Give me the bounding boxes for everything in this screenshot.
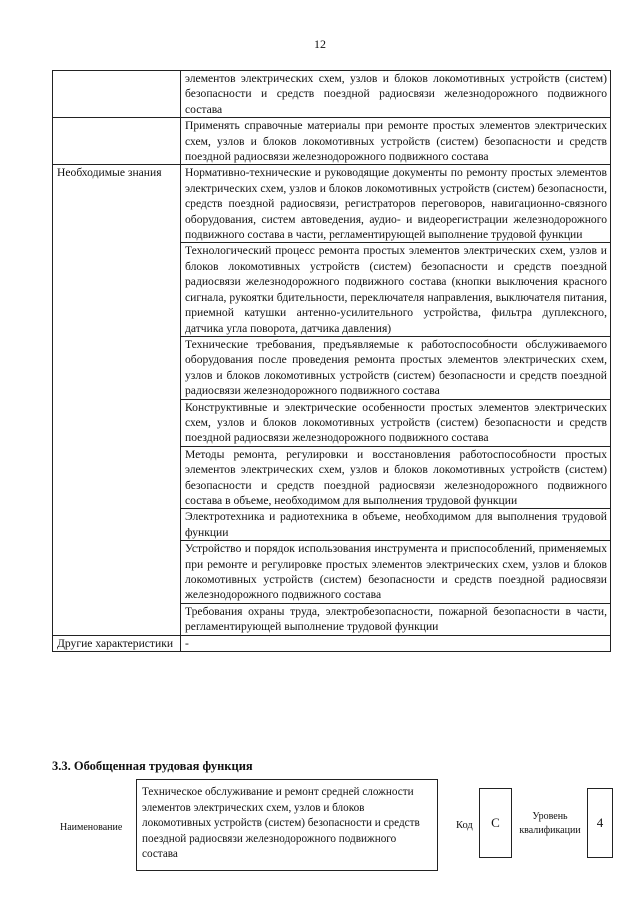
qualification-level-value: 4 — [596, 815, 604, 830]
name-value-box: Техническое обслуживание и ремонт средней сложности элементов электрических схем, узлов и блоков локомотивных устройств (систем) безопасности и средств поездной радиосвязи железнодорожного подвижного состава — [136, 779, 438, 871]
knowledge-label: Необходимые знания — [53, 165, 181, 635]
table-cell: элементов электрических схем, узлов и блоков локомотивных устройств (систем) безопасности и средств поездной радиосвязи железнодорожного подвижного состава — [181, 71, 611, 118]
table-cell: Конструктивные и электрические особенности простых элементов электрических схем, узлов и блоков локомотивных устройств (систем) безопасности и средств поездной радиосвязи железнодорожного подвижного состава — [181, 399, 611, 446]
code-value: С — [491, 815, 500, 830]
other-characteristics-value: - — [181, 635, 611, 651]
table-cell: Электротехника и радиотехника в объеме, необходимом для выполнения трудовой функции — [181, 509, 611, 541]
code-label: Код — [456, 820, 473, 831]
table-cell: Технические требования, предъявляемые к работоспособности обслуживаемого оборудования после проведения ремонта простых элементов электрических схем, узлов и блоков локомотивных устройств (систем) безопасности и средств поездной радиосвязи железнодорожного подвижного состава — [181, 336, 611, 399]
empty-label-cell — [53, 71, 181, 118]
page-number: 12 — [314, 37, 326, 51]
table-cell: Методы ремонта, регулировки и восстановления работоспособности простых элементов электрических схем, узлов и блоков локомотивных устройств (систем) безопасности и средств поездной радиосвязи железнодорожного подвижного состава в объеме, необходимом для выполнения трудовой функции — [181, 446, 611, 509]
table-cell: Требования охраны труда, электробезопасности, пожарной безопасности в части, регламентирующей выполнение трудовой функции — [181, 603, 611, 635]
name-label: Наименование — [60, 822, 123, 833]
code-value-box — [479, 788, 512, 858]
section-heading: 3.3. Обобщенная трудовая функция — [52, 759, 253, 773]
table-row — [53, 71, 611, 118]
table-row — [53, 165, 611, 243]
table-row — [53, 118, 611, 165]
table-cell: Применять справочные материалы при ремонте простых элементов электрических схем, узлов и блоков локомотивных устройств (систем) безопасности и средств поездной радиосвязи железнодорожного подвижного состава — [181, 118, 611, 165]
table-cell: Нормативно-технические и руководящие документы по ремонту простых элементов электрических схем, узлов и блоков локомотивных устройств (систем) безопасности, средств поездной радиосвязи, регистраторов переговоров, навигационно-связного оборудования, систем автоведения, аудио- и видеорегистрации железнодорожного подвижного состава в части, регламентирующей выполнение трудовой функции — [181, 165, 611, 243]
qualification-level-label: Уровень квалификации — [519, 811, 581, 836]
qualification-level-box — [587, 788, 613, 858]
table-cell: Технологический процесс ремонта простых элементов электрических схем, узлов и блоков локомотивных устройств (систем) безопасности и средств поездной радиосвязи железнодорожного подвижного состава (кнопки выключения красного сигнала, рукоятки бдительности, переключателя направления, выключателя питания, приемной катушки антенно-усилительного устройства, фильтра дуплексного, датчика угла поворота, датчика давления) — [181, 243, 611, 336]
empty-label-cell — [53, 118, 181, 165]
table-row — [53, 635, 611, 651]
table-cell: Устройство и порядок использования инструмента и приспособлений, применяемых при ремонте и регулировке простых элементов электрических схем, узлов и блоков локомотивных устройств (систем) безопасности и средств поездной радиосвязи железнодорожного подвижного состава — [181, 541, 611, 604]
other-characteristics-label: Другие характеристики — [53, 635, 181, 651]
labor-function-table — [52, 70, 611, 652]
